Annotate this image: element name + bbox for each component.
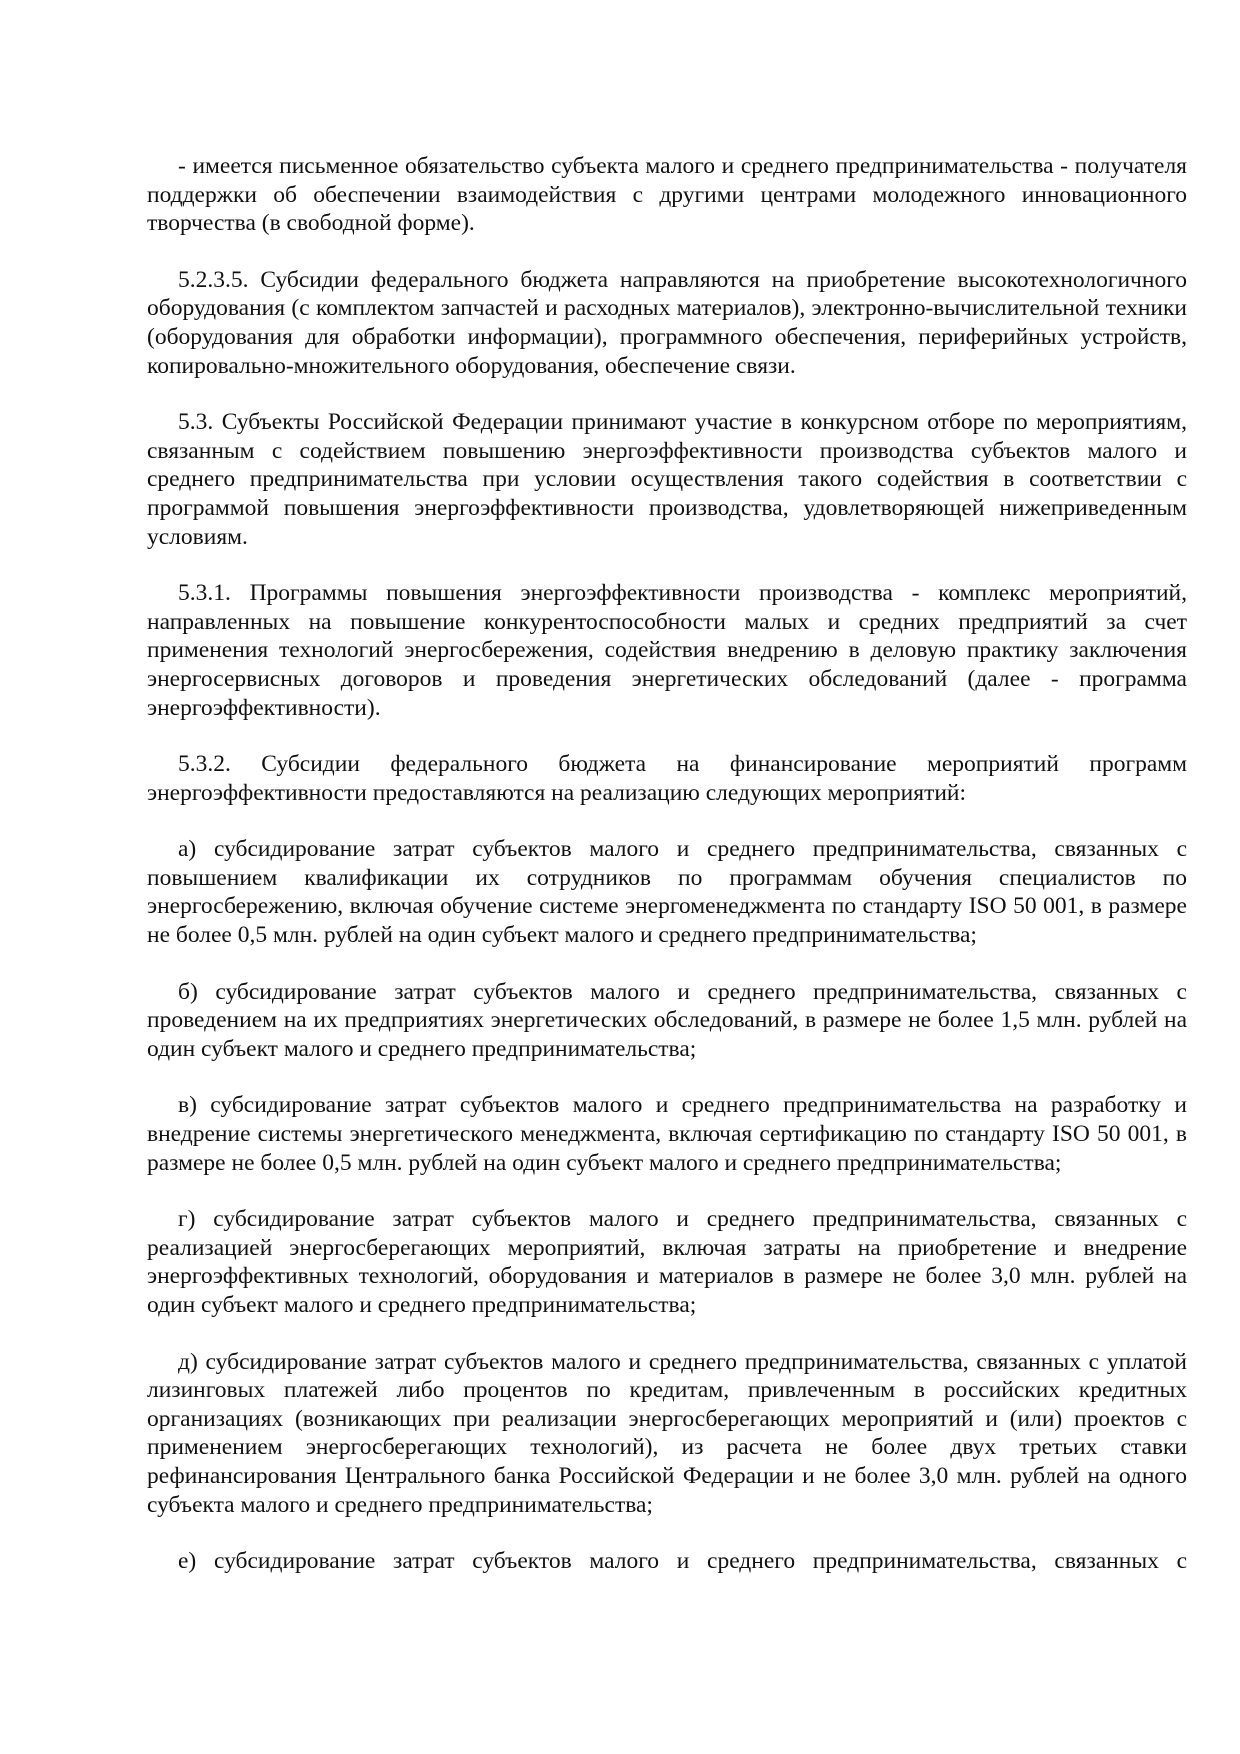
paragraph-item-e: е) субсидирование затрат субъектов малого и среднего предпринимательства, связанных с <box>178 1548 1187 1575</box>
paragraph-5-3: 5.3. Субъекты Российской Федерации принимают участие в конкурсном отборе по мероприятиям, связанным с содействием повышению энергоэффективности производства субъектов малого и среднего предпринимательства при условии осуществления такого содействия в соответствии с программой повышения энергоэффективности производства, удовлетворяющей нижеприведенным условиям. <box>147 409 1187 550</box>
paragraph-obligation: - имеется письменное обязательство субъекта малого и среднего предпринимательства - получателя поддержки об обеспечении взаимодействия с другими центрами молодежного инновационного творчества (в свободной форме). <box>147 153 1187 237</box>
paragraph-5-3-2: 5.3.2. Субсидии федерального бюджета на финансирование мероприятий программ энергоэффективности предоставляются на реализацию следующих мероприятий: <box>147 751 1187 806</box>
paragraph-item-v: в) субсидирование затрат субъектов малого и среднего предпринимательства на разработку и внедрение системы энергетического менеджмента, включая сертификацию по стандарту ISO 50 001, в размере не более 0,5 млн. рублей на один субъект малого и среднего предпринимательства; <box>147 1092 1187 1176</box>
paragraph-5-3-1: 5.3.1. Программы повышения энергоэффективности производства - комплекс мероприятий, направленных на повышение конкурентоспособности малых и средних предприятий за счет применения технологий энергосбережения, содействия внедрению в деловую практику заключения энергосервисных договоров и проведения энергетических обследований (далее - программа энергоэффективности). <box>147 580 1187 721</box>
paragraph-item-g: г) субсидирование затрат субъектов малого и среднего предпринимательства, связанных с реализацией энергосберегающих мероприятий, включая затраты на приобретение и внедрение энергоэффективных технологий, оборудования и материалов в размере не более 3,0 млн. рублей на один субъект малого и среднего предпринимательства; <box>147 1206 1187 1318</box>
document-page <box>147 152 1187 1604</box>
paragraph-5-2-3-5: 5.2.3.5. Субсидии федерального бюджета направляются на приобретение высокотехнологичного оборудования (с комплектом запчастей и расходных материалов), электронно-вычислительной техники (оборудования для обработки информации), программного обеспечения, периферийных устройств, копировально-множительного оборудования, обеспечение связи. <box>147 266 1187 379</box>
paragraph-item-d: д) субсидирование затрат субъектов малого и среднего предпринимательства, связанных с уплатой лизинговых платежей либо процентов по кредитам, привлеченным в российских кредитных организациях (возникающих при реализации энергосберегающих мероприятий и (или) проектов с применением энергосберегающих технологий), из расчета не более двух третьих ставки рефинансирования Центрального банка Российской Федерации и не более 3,0 млн. рублей на одного субъекта малого и среднего предпринимательства; <box>147 1348 1187 1518</box>
paragraph-item-b: б) субсидирование затрат субъектов малого и среднего предпринимательства, связанных с проведением на их предприятиях энергетических обследований, в размере не более 1,5 млн. рублей на один субъект малого и среднего предпринимательства; <box>147 978 1187 1062</box>
paragraph-item-a: а) субсидирование затрат субъектов малого и среднего предпринимательства, связанных с повышением квалификации их сотрудников по программам обучения специалистов по энергосбережению, включая обучение системе энергоменеджмента по стандарту ISO 50 001, в размере не более 0,5 млн. рублей на один субъект малого и среднего предпринимательства; <box>147 836 1187 949</box>
